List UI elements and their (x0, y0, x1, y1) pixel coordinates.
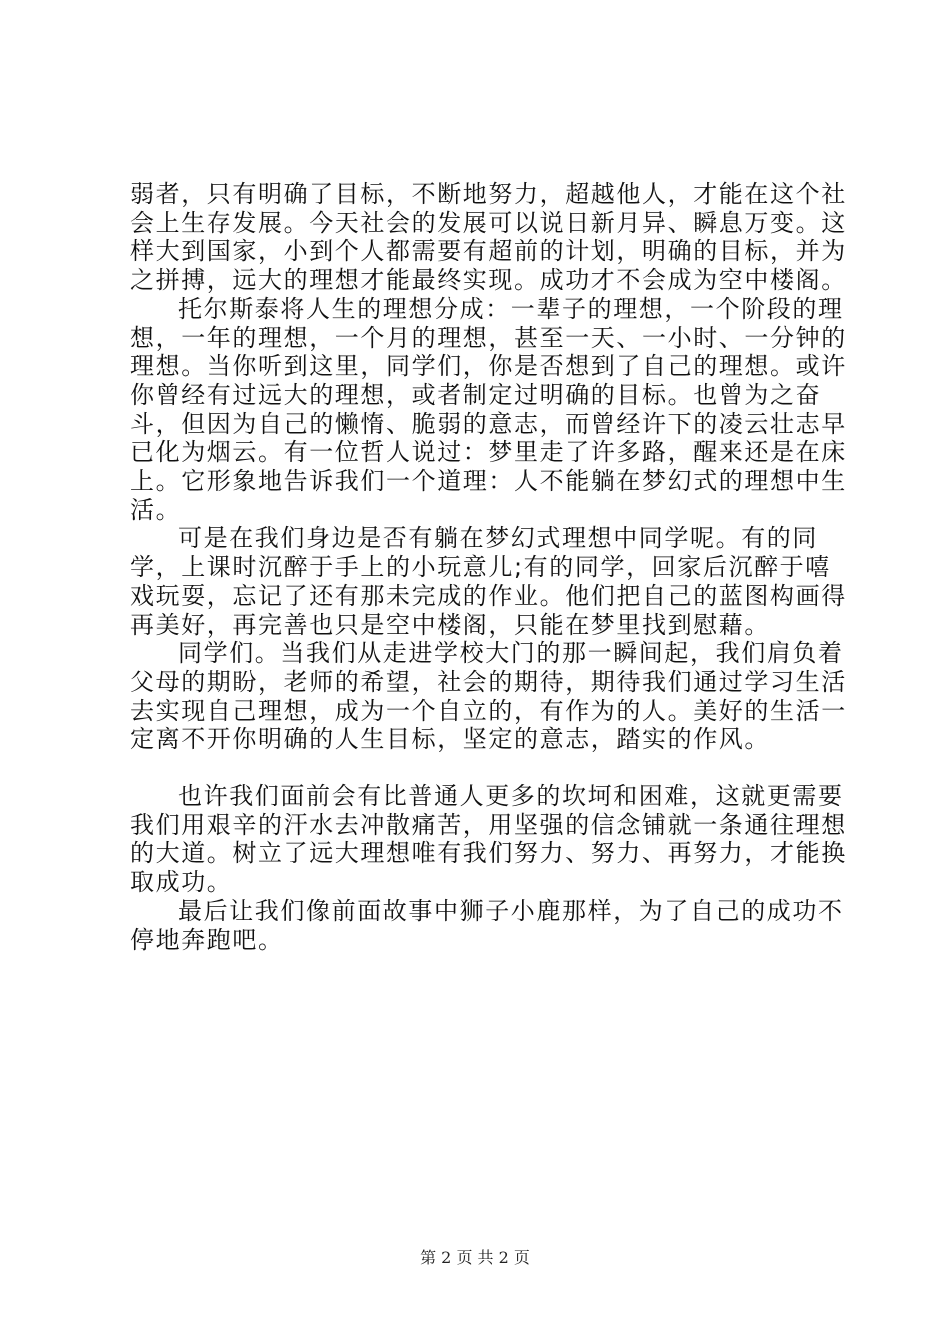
document-body (130, 180, 850, 954)
paragraph-5: 也许我们面前会有比普通人更多的坎坷和困难，这就更需要我们用艰辛的汗水去冲散痛苦，用坚强的信念铺就一条通往理想的大道。树立了远大理想唯有我们努力、努力、再努力，才能换取成功。 (130, 782, 847, 897)
paragraph-6: 最后让我们像前面故事中狮子小鹿那样，为了自己的成功不停地奔跑吧。 (130, 896, 844, 954)
paragraph-1: 弱者，只有明确了目标，不断地努力，超越他人，才能在这个社会上生存发展。今天社会的发展可以说日新月异、瞬息万变。这样大到国家，小到个人都需要有超前的计划，明确的目标，并为之拼搏，远大的理想才能最终实现。成功才不会成为空中楼阁。 (130, 180, 847, 295)
page-footer: 第 2 页 共 2 页 (420, 1248, 530, 1267)
paragraph-3: 可是在我们身边是否有躺在梦幻式理想中同学呢。有的同学，上课时沉醉于手上的小玩意儿;有的同学，回家后沉醉于嘻戏玩耍，忘记了还有那未完成的作业。他们把自己的蓝图构画得再美好，再完善也只是空中楼阁，只能在梦里找到慰藉。 (130, 524, 847, 639)
paragraph-2: 托尔斯泰将人生的理想分成：一辈子的理想，一个阶段的理想，一年的理想，一个月的理想，甚至一天、一小时、一分钟的理想。当你听到这里，同学们，你是否想到了自己的理想。或许你曾经有过远大的理想，或者制定过明确的目标。也曾为之奋斗，但因为自己的懒惰、脆弱的意志，而曾经许下的凌云壮志早已化为烟云。有一位哲人说过：梦里走了许多路，醒来还是在床上。它形象地告诉我们一个道理：人不能躺在梦幻式的理想中生活。 (130, 294, 847, 524)
paragraph-4: 同学们。当我们从走进学校大门的那一瞬间起，我们肩负着父母的期盼，老师的希望，社会的期待，期待我们通过学习生活去实现自己理想，成为一个自立的，有作为的人。美好的生活一定离不开你明确的人生目标，坚定的意志，踏实的作风。 (130, 639, 847, 754)
